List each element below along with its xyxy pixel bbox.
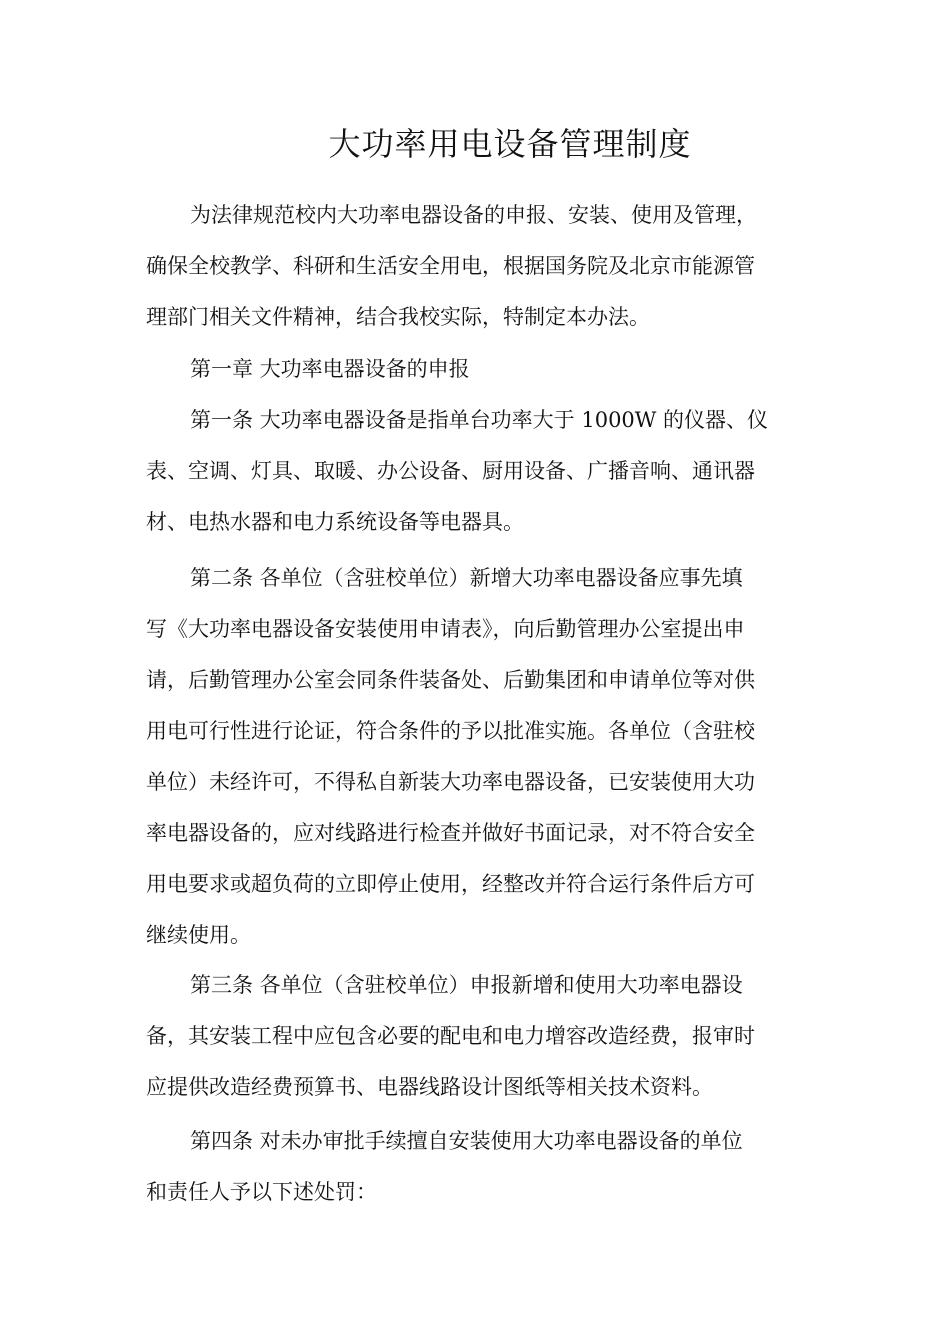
text-line: 理部门相关文件精神，结合我校实际，特制定本办法。	[146, 305, 650, 329]
text-line: 备，其安装工程中应包含必要的配电和电力增容改造经费，报审时	[146, 1024, 755, 1048]
text-line: 第二条 各单位（含驻校单位）新增大功率电器设备应事先填	[190, 566, 743, 590]
text-line: 确保全校教学、科研和生活安全用电，根据国务院及北京市能源管	[146, 254, 755, 278]
intro-paragraph	[146, 190, 802, 343]
text-line: 和责任人予以下述处罚：	[146, 1180, 377, 1204]
article-3-paragraph	[146, 960, 802, 1113]
text-line: 为法律规范校内大功率电器设备的申报、安装、使用及管理，	[190, 203, 757, 227]
text-line: 单位）未经许可，不得私自新装大功率电器设备，已安装使用大功	[146, 770, 755, 794]
text-line: 材、电热水器和电力系统设备等电器具。	[146, 510, 524, 534]
chapter-heading	[146, 344, 802, 395]
article-2-paragraph	[146, 553, 802, 961]
document-title: 大功率用电设备管理制度	[328, 125, 692, 163]
text-line: 第四条 对未办审批手续擅自安装使用大功率电器设备的单位	[190, 1129, 743, 1153]
text-line: 应提供改造经费预算书、电器线路设计图纸等相关技术资料。	[146, 1075, 713, 1099]
chapter-1-heading: 第一章 大功率电器设备的申报	[190, 357, 470, 381]
text-line: 请，后勤管理办公室会同条件装备处、后勤集团和申请单位等对供	[146, 668, 755, 692]
text-line: 率电器设备的，应对线路进行检查并做好书面记录，对不符合安全	[146, 821, 755, 845]
article-4-paragraph	[146, 1116, 802, 1218]
text-line: 用电可行性进行论证，符合条件的予以批准实施。各单位（含驻校	[146, 719, 755, 743]
text-line: 用电要求或超负荷的立即停止使用，经整改并符合运行条件后方可	[146, 872, 755, 896]
text-line: 写《大功率电器设备安装使用申请表》，向后勤管理办公室提出申	[146, 617, 745, 641]
text-line: 继续使用。	[146, 923, 251, 947]
text-line: 表、空调、灯具、取暖、办公设备、厨用设备、广播音响、通讯器	[146, 459, 755, 483]
article-1-paragraph	[146, 395, 802, 548]
text-line: 第三条 各单位（含驻校单位）申报新增和使用大功率电器设	[190, 973, 743, 997]
text-line: 第一条 大功率电器设备是指单台功率大于 1000W 的仪器、仪	[190, 408, 769, 432]
